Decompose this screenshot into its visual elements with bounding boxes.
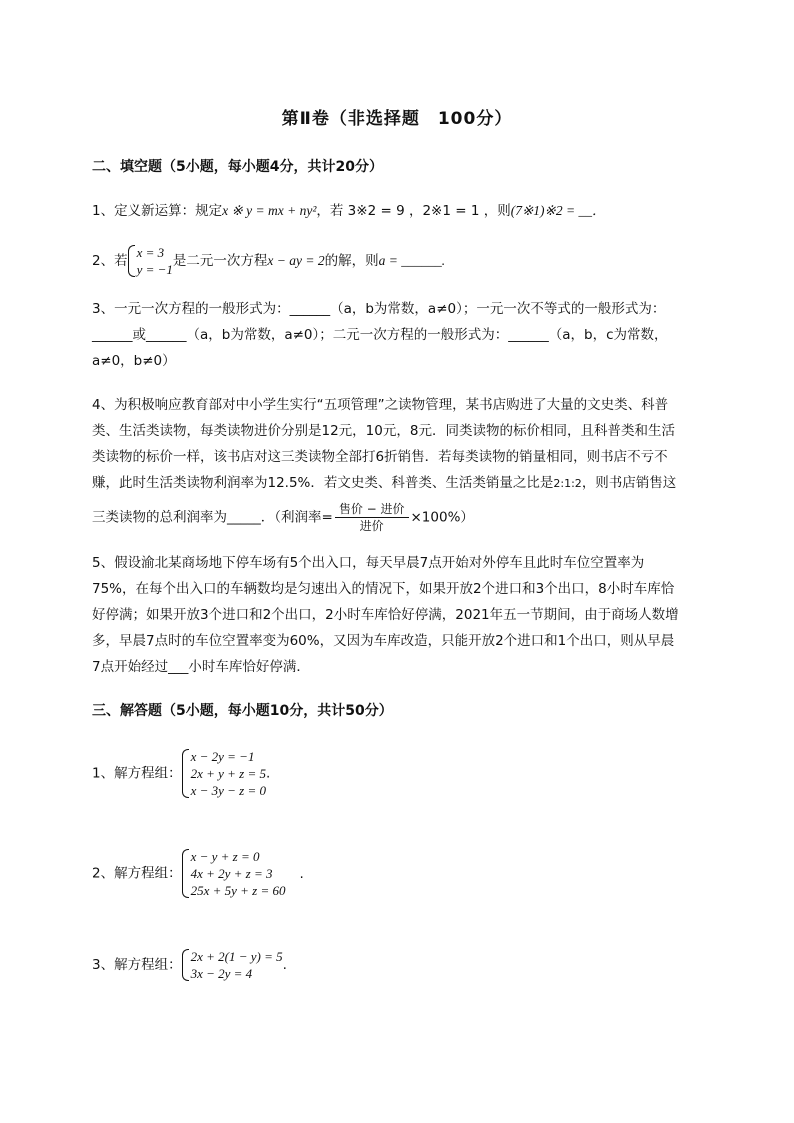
page-title: 第Ⅱ卷（非选择题 100分）: [281, 109, 513, 129]
s3q3-eq2: 3x − 2y = 4: [190, 966, 253, 981]
question-2-3: [92, 296, 732, 374]
s3q2-system: [182, 848, 286, 899]
q4-line5a: 三类读物的总利润率为_____．（利润率=: [92, 509, 333, 526]
profit-rate-fraction: [335, 501, 409, 534]
q2-suffix: 的解，则: [324, 253, 379, 269]
q2-answer: a = ______.: [378, 253, 446, 268]
q1-formula: x ※ y = mx + ny²: [222, 203, 317, 218]
q4-line4a: 赚，此时生活类读物利润率为12.5%．若文史类、科普类、生活类销量之比是: [92, 475, 554, 491]
s3q1-system: [182, 748, 266, 799]
q4-line1: 4、为积极响应教育部对中小学生实行“五项管理”之读物管理，某书店购进了大量的文史类、科普: [92, 397, 669, 413]
q5-line1: 5、假设渝北某商场地下停车场有5个出入口，每天早晨7点开始对外停车且此时车位空置率为: [92, 555, 645, 571]
q3-line1: 3、一元一次方程的一般形式为：______（a，b为常数，a≠0）；一元一次不等式的一般形式为：: [92, 301, 666, 317]
s3q2-suffix: .: [299, 865, 304, 882]
fraction-numerator: 售价 − 进价: [335, 501, 409, 518]
s3q3-system: [182, 948, 283, 982]
s3q1-suffix: .: [266, 765, 271, 782]
s3q2-eq3: 25x + 5y + z = 60: [190, 883, 286, 898]
section-fill-blank-heading: 二、填空题（5小题，每小题4分，共计20分）: [92, 159, 383, 175]
q5-line2: 75%，在每个出入口的车辆数均是匀速出入的情况下，如果开放2个进口和3个出口，8小时车库恰: [92, 581, 675, 597]
q3-line3: a≠0，b≠0）: [92, 353, 176, 369]
question-3-2: [92, 848, 732, 899]
s3q1-eq3: x − 3y − z = 0: [190, 783, 267, 798]
q2-eq2: y = −1: [136, 262, 173, 277]
q4-line3: 类读物的标价一样，该书店对这三类读物全部打6折销售．若每类读物的销量相同，则书店不亏不: [92, 449, 668, 465]
section-solve-heading: 三、解答题（5小题，每小题10分，共计50分）: [92, 703, 393, 719]
q2-prefix: 2、若: [92, 253, 128, 269]
s3q3-prefix: 3、解方程组：: [92, 957, 182, 973]
q1-expression: (7※1)※2 = __．: [510, 203, 606, 218]
q1-prefix: 1、定义新运算：规定: [92, 203, 223, 219]
s3q2-eq2: 4x + 2y + z = 3: [190, 866, 273, 881]
q4-line4: [92, 470, 732, 497]
q4-line4b: ，则书店销售这: [581, 475, 677, 491]
q4-ratio: 2:1:2: [553, 477, 582, 490]
question-3-1: [92, 748, 732, 799]
s3q3-suffix: .: [282, 957, 287, 973]
q1-middle: ，若 3※2 = 9 ，2※1 = 1 ，则: [316, 203, 511, 219]
q2-middle: 是二元一次方程: [172, 253, 268, 269]
q2-eq1: x = 3: [136, 245, 165, 260]
q3-line2: ______或______（a，b为常数，a≠0）；二元一次方程的一般形式为：______（a，b，c为常数，: [92, 327, 668, 343]
question-2-1: [92, 198, 732, 224]
s3q3-eq1: 2x + 2(1 − y) = 5: [190, 949, 283, 964]
question-2-2: [92, 244, 732, 278]
question-2-5: [92, 550, 732, 680]
q2-equation: x − ay = 2: [267, 253, 325, 268]
s3q1-eq2: 2x + y + z = 5: [190, 766, 267, 781]
s3q2-prefix: 2、解方程组：: [92, 865, 182, 882]
question-2-4: [92, 392, 732, 534]
s3q1-eq1: x − 2y = −1: [190, 749, 255, 764]
q2-system: [128, 244, 173, 278]
s3q2-eq1: x − y + z = 0: [190, 849, 260, 864]
q5-line4: 多，早晨7点时的车位空置率变为60%，又因为车库改造，只能开放2个进口和1个出口，则从早晨: [92, 633, 675, 649]
question-3-3: [92, 948, 732, 982]
s3q1-prefix: 1、解方程组：: [92, 765, 182, 782]
q5-line5: 7点开始经过___小时车库恰好停满．: [92, 659, 310, 675]
q5-line3: 好停满；如果开放3个进口和2个出口，2小时车库恰好停满，2021年五一节期间，由于商场人数增: [92, 607, 679, 623]
q4-line2: 类、生活类读物，每类读物进价分别是12元，10元，8元．同类读物的标价相同，且科普类和生活: [92, 423, 675, 439]
q4-line5b: ×100%）: [410, 509, 474, 526]
q4-line5: [92, 501, 732, 534]
fraction-denominator: 进价: [359, 519, 384, 533]
